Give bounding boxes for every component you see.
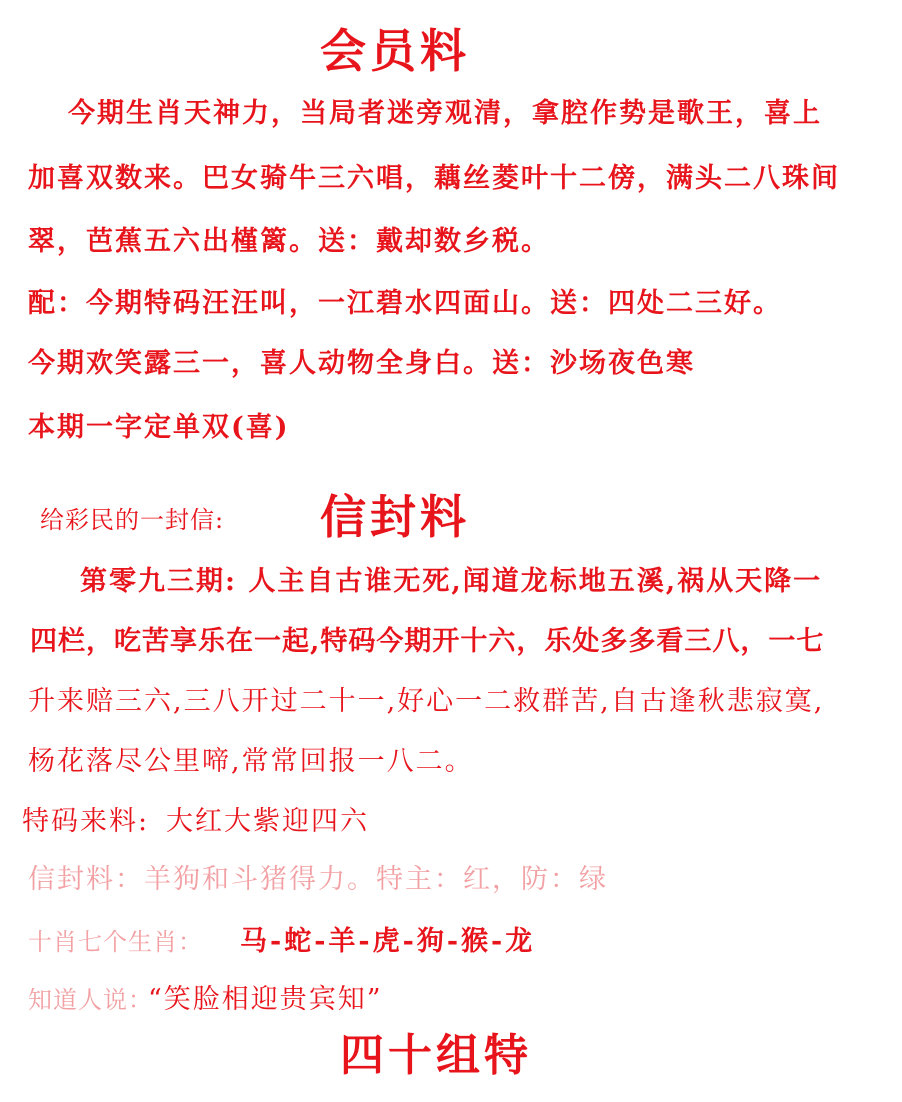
saying-value: “笑脸相迎贵宾知” [148, 984, 383, 1015]
member-title: 会员料 [320, 24, 470, 78]
member-line-2: 加喜双数来。巴女骑牛三六唱，藕丝菱叶十二傍，满头二八珠间 [28, 163, 840, 194]
zodiac-value: 马-蛇-羊-虎-狗-猴-龙 [240, 926, 536, 957]
member-line-1: 今期生肖天神力，当局者迷旁观清，拿腔作势是歌王，喜上 [68, 98, 822, 129]
envelope-title: 信封料 [320, 490, 470, 544]
envelope-intro: 给彩民的一封信: [40, 506, 225, 534]
special-source-label: 特码来料: [22, 806, 150, 837]
special-source-value: 大红大紫迎四六 [166, 806, 369, 837]
envelope-line-2: 四栏，吃苦享乐在一起,特码今期开十六，乐处多多看三八，一七 [30, 626, 825, 657]
envelope-line-1: 第零九三期: 人主自古谁无死,闻道龙标地五溪,祸从天降一 [80, 566, 823, 597]
member-line-4: 配：今期特码汪汪叫，一江碧水四面山。送：四处二三好。 [28, 288, 782, 319]
member-line-6: 本期一字定单双(喜) [28, 412, 290, 443]
blank-patch [510, 760, 902, 850]
zodiac-label: 十肖七个生肖： [28, 928, 203, 956]
footer-title: 四十组特 [340, 1030, 532, 1081]
faded-line-1: 信封料：羊狗和斗猪得力。特主：红，防：绿 [28, 864, 608, 895]
envelope-line-4: 杨花落尽公里啼,常常回报一八二。 [28, 746, 474, 777]
member-line-5: 今期欢笑露三一，喜人动物全身白。送：沙场夜色寒 [28, 348, 695, 379]
saying-label: 知道人说： [28, 986, 153, 1014]
envelope-line-3: 升来赔三六,三八开过二十一,好心一二救群苦,自古逢秋悲寂寞, [28, 686, 825, 717]
member-line-3: 翠，芭蕉五六出槿篱。送：戴却数乡税。 [28, 226, 550, 257]
